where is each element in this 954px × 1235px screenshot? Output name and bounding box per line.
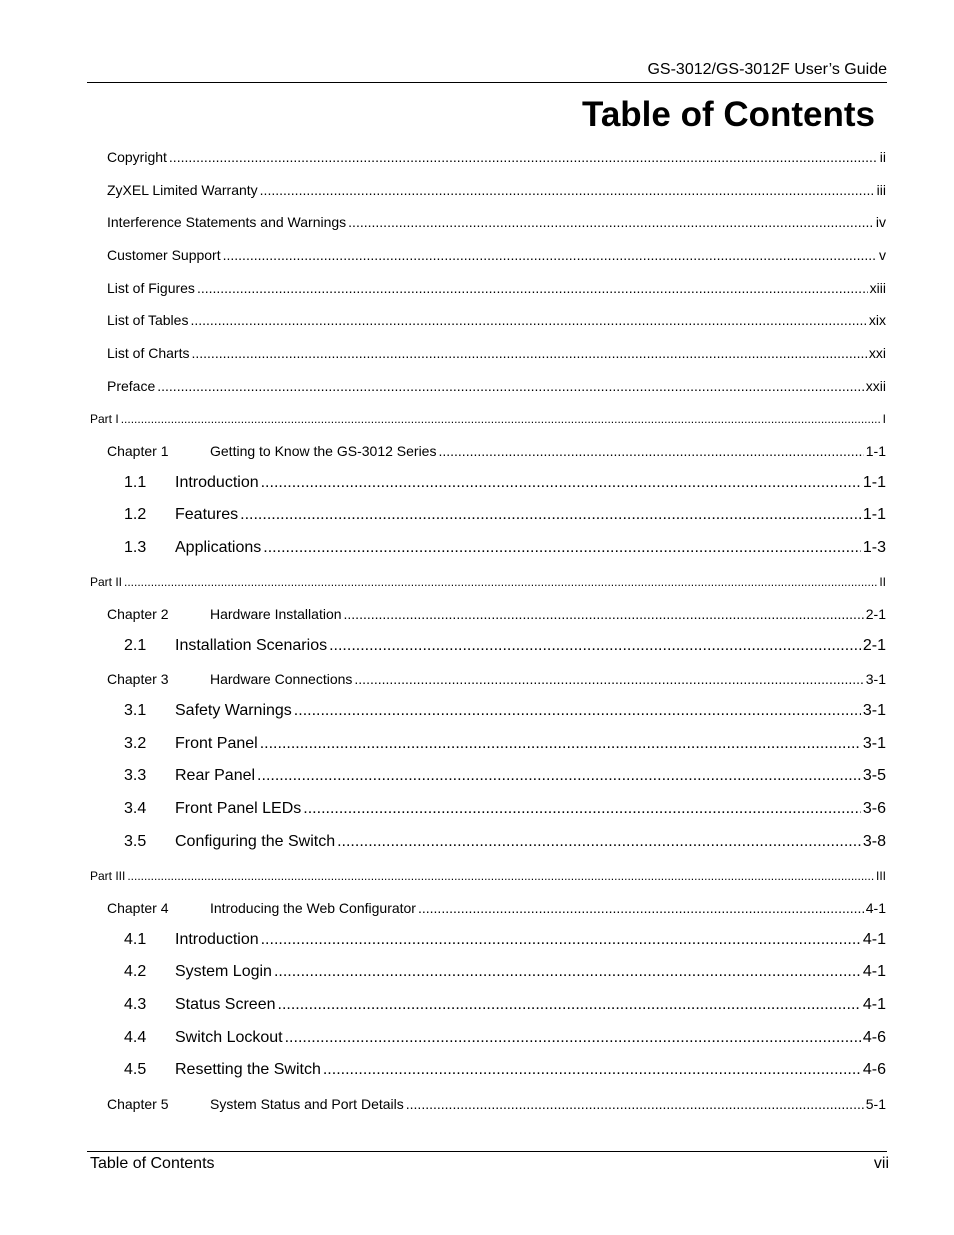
- toc-entry-number: Chapter 4: [107, 899, 169, 916]
- toc-entry-title: Installation Scenarios: [175, 636, 328, 654]
- toc-dot-leader: [274, 962, 861, 982]
- toc-entry-title: Preface: [107, 377, 156, 394]
- footer-page-number: vii: [873, 1155, 889, 1172]
- toc-entry-title: Hardware Connections: [210, 671, 353, 688]
- toc-entry-page: 4-1: [862, 963, 886, 981]
- toc-entry-page: 1-1: [862, 473, 886, 491]
- toc-entry[interactable]: [124, 701, 886, 721]
- toc-entry-number: 4.4: [124, 1028, 147, 1046]
- toc-entry-title: Introduction: [175, 473, 259, 491]
- toc-entry-title: Copyright: [107, 149, 167, 165]
- toc-entry-number: Chapter 3: [107, 671, 169, 688]
- toc-entry-title: Features: [175, 506, 239, 524]
- toc-entry[interactable]: [124, 1060, 886, 1080]
- toc-dot-leader: [418, 899, 864, 917]
- toc-entry[interactable]: [124, 962, 886, 982]
- toc-entry-number: Chapter 5: [107, 1095, 169, 1112]
- toc-entry[interactable]: [107, 148, 886, 166]
- toc-entry[interactable]: [107, 670, 886, 688]
- toc-entry[interactable]: [107, 213, 886, 231]
- toc-entry-title: Status Screen: [175, 995, 276, 1013]
- toc-entry-title: Front Panel: [175, 734, 258, 752]
- toc-dot-leader: [329, 636, 861, 656]
- toc-entry-title: Resetting the Switch: [175, 1061, 321, 1079]
- toc-entry-page: 4-1: [865, 899, 886, 916]
- toc-entry-number: 4.5: [124, 1061, 147, 1079]
- toc-entry-page: I: [882, 412, 886, 427]
- toc-dot-leader: [257, 766, 861, 786]
- toc-dot-leader: [438, 442, 863, 460]
- toc-entry-page: 5-1: [865, 1095, 886, 1112]
- toc-dot-leader: [406, 1095, 864, 1113]
- toc-entry[interactable]: [124, 995, 886, 1015]
- toc-entry-number: 1.1: [124, 473, 147, 491]
- toc-entry-title: System Status and Port Details: [210, 1095, 404, 1112]
- header-guide-title: GS-3012/GS-3012F User’s Guide: [647, 61, 887, 78]
- toc-entry-page: 3-5: [862, 767, 886, 785]
- toc-entry-title: Safety Warnings: [175, 702, 292, 720]
- toc-dot-leader: [127, 868, 874, 884]
- toc-entry[interactable]: [107, 899, 886, 917]
- toc-dot-leader: [303, 799, 861, 819]
- toc-entry-title: List of Charts: [107, 344, 190, 361]
- toc-entry-page: 2-1: [862, 636, 886, 654]
- toc-entry[interactable]: [90, 574, 886, 590]
- toc-entry-page: 1-1: [865, 442, 886, 459]
- toc-dot-leader: [285, 1028, 861, 1048]
- toc-entry-number: 4.1: [124, 930, 147, 948]
- toc-entry-title: Rear Panel: [175, 767, 256, 785]
- toc-entry-page: III: [875, 869, 886, 884]
- toc-dot-leader: [337, 832, 861, 852]
- toc-entry[interactable]: [90, 868, 886, 884]
- page-title: Table of Contents: [582, 95, 875, 134]
- toc-entry[interactable]: [107, 442, 886, 460]
- toc-entry-number: 3.5: [124, 832, 147, 850]
- toc-entry-page: 2-1: [865, 606, 886, 623]
- toc-entry-number: 4.3: [124, 995, 147, 1013]
- toc-entry-title: Hardware Installation: [210, 606, 342, 623]
- toc-entry[interactable]: [124, 734, 886, 754]
- toc-entry-title: Introducing the Web Configurator: [210, 899, 416, 916]
- toc-entry[interactable]: [124, 636, 886, 656]
- toc-dot-leader: [278, 995, 861, 1015]
- toc-entry-title: List of Tables: [107, 312, 189, 329]
- toc-entry-page: xxii: [865, 377, 886, 394]
- toc-entry-title: Configuring the Switch: [175, 832, 336, 850]
- toc-entry-number: 3.2: [124, 734, 147, 752]
- toc-dot-leader: [190, 311, 866, 329]
- toc-dot-leader: [263, 538, 861, 558]
- toc-dot-leader: [124, 574, 877, 590]
- toc-entry-page: v: [879, 246, 886, 263]
- toc-entry-title: Getting to Know the GS-3012 Series: [210, 442, 437, 459]
- toc-entry-page: 3-1: [865, 671, 886, 688]
- toc-entry[interactable]: [107, 279, 886, 297]
- toc-dot-leader: [121, 411, 881, 427]
- toc-entry-page: 3-1: [862, 702, 886, 720]
- toc-entry-page: 3-8: [862, 832, 886, 850]
- toc-entry-page: 4-6: [862, 1061, 886, 1079]
- toc-entry-page: 1-3: [862, 538, 886, 556]
- toc-entry[interactable]: [124, 1028, 886, 1048]
- toc-entry-title: Introduction: [175, 930, 259, 948]
- toc-entry-page: 3-6: [862, 800, 886, 817]
- toc-entry-page: 3-1: [862, 734, 886, 752]
- toc-dot-leader: [260, 734, 861, 754]
- toc-entry[interactable]: [107, 344, 886, 362]
- toc-entry-number: 1.2: [124, 506, 147, 524]
- toc-entry-page: 4-1: [862, 930, 886, 948]
- toc-entry-number: Chapter 1: [107, 442, 169, 459]
- toc-entry[interactable]: [107, 377, 886, 395]
- toc-entry-title: Interference Statements and Warnings: [107, 214, 347, 231]
- toc-dot-leader: [240, 505, 861, 525]
- toc-entry-title: Customer Support: [107, 246, 221, 263]
- toc-entry-title: System Login: [175, 963, 272, 981]
- toc-entry-title: Switch Lockout: [175, 1028, 283, 1046]
- toc-dot-leader: [197, 279, 868, 297]
- toc-dot-leader: [169, 148, 878, 166]
- toc-entry-title: Applications: [175, 538, 262, 556]
- toc-dot-leader: [294, 701, 861, 721]
- toc-dot-leader: [191, 344, 866, 362]
- toc-entry-number: 3.1: [124, 702, 147, 720]
- toc-entry-page: xiii: [869, 279, 886, 296]
- toc-entry-title: Part I: [90, 412, 119, 427]
- toc-entry-page: ii: [879, 149, 886, 165]
- toc-entry-page: xix: [868, 312, 886, 329]
- toc-entry-page: 4-1: [862, 995, 886, 1013]
- toc-entry-number: 3.4: [124, 800, 147, 817]
- toc-entry-title: Part II: [90, 575, 123, 590]
- toc-entry-title: List of Figures: [107, 279, 195, 296]
- toc-entry-page: 1-1: [862, 506, 886, 524]
- footer-section-title: Table of Contents: [90, 1155, 215, 1172]
- toc-entry-title: ZyXEL Limited Warranty: [107, 181, 258, 198]
- toc-dot-leader: [344, 605, 864, 623]
- toc-entry[interactable]: [124, 930, 886, 950]
- toc-dot-leader: [260, 181, 875, 199]
- toc-entry-title: Part III: [90, 869, 126, 884]
- toc-entry-page: 4-6: [862, 1028, 886, 1046]
- toc-entry-number: Chapter 2: [107, 606, 169, 623]
- toc-entry[interactable]: [107, 1095, 886, 1113]
- toc-dot-leader: [354, 670, 863, 688]
- toc-entry[interactable]: [107, 246, 886, 264]
- toc-entry[interactable]: [90, 411, 886, 427]
- toc-entry[interactable]: [124, 538, 886, 558]
- toc-dot-leader: [323, 1060, 861, 1080]
- toc-dot-leader: [157, 377, 864, 395]
- toc-entry-number: 2.1: [124, 636, 147, 654]
- toc-entry-page: iii: [876, 181, 886, 198]
- toc-entry[interactable]: [124, 832, 886, 852]
- toc-entry[interactable]: [124, 766, 886, 786]
- toc-entry-title: Front Panel LEDs: [175, 800, 302, 817]
- toc-entry-number: 1.3: [124, 538, 147, 556]
- toc-dot-leader: [223, 246, 877, 264]
- toc-entry-number: 3.3: [124, 767, 147, 785]
- toc-entry[interactable]: [124, 473, 886, 493]
- toc-entry[interactable]: [124, 505, 886, 525]
- toc-entry[interactable]: [107, 181, 886, 199]
- toc-dot-leader: [261, 473, 861, 493]
- toc-entry[interactable]: [107, 311, 886, 329]
- toc-entry-page: II: [879, 575, 886, 590]
- toc-dot-leader: [348, 213, 874, 231]
- toc-entry-page: xxi: [868, 344, 886, 361]
- toc-entry-number: 4.2: [124, 963, 147, 981]
- toc-dot-leader: [261, 930, 861, 950]
- toc-entry[interactable]: [107, 605, 886, 623]
- toc-entry[interactable]: [124, 799, 886, 819]
- footer-divider: [87, 1151, 887, 1152]
- toc-entry-page: iv: [875, 214, 886, 231]
